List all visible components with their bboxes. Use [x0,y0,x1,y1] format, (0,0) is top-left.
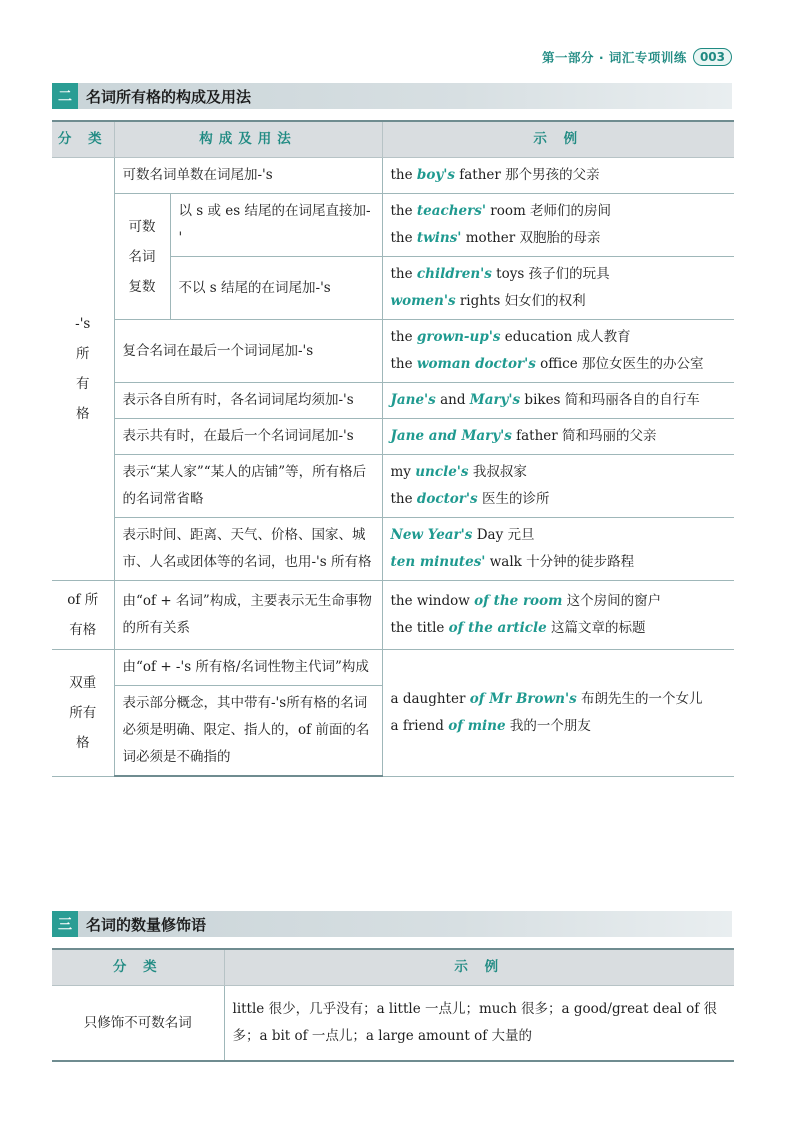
usage-cell: 以 s 或 es 结尾的在词尾直接加-' [170,194,382,257]
table-header-row [52,121,734,158]
usage-cell: 表示部分概念，其中带有-'s所有格的名词必须是明确、限定、指人的，of 前面的名词必须是不确指的 [114,686,382,777]
example-cell: the window of the room 这个房间的窗户 the title of the article 这篇文章的标题 [382,581,734,650]
usage-cell: 不以 s 结尾的在词尾加-'s [170,257,382,320]
section-title: 名词的数量修饰语 [86,915,207,934]
category-double-possessive: 双重 所有 格 [52,650,114,777]
example-cell: New Year's Day 元旦 ten minutes' walk 十分钟的徒步路程 [382,518,734,581]
table-row [52,158,734,194]
table-row [52,581,734,650]
example-cell: Jane's and Mary's bikes 简和玛丽各自的自行车 [382,383,734,419]
column-header-example: 示 例 [382,121,734,158]
column-header-usage: 构成及用法 [114,121,382,158]
table-row [52,194,734,257]
table-header-row [52,949,734,986]
table-row [52,518,734,581]
category-s-possessive: -'s 所 有 格 [52,158,114,581]
section-number-badge: 二 [52,83,78,109]
table-row [52,419,734,455]
table-row [52,383,734,419]
example-cell: little 很少，几乎没有；a little 一点儿；much 很多；a good/great deal of 很多；a bit of 一点儿；a large amount of 大量的 [224,986,734,1062]
example-cell: the children's toys 孩子们的玩具 women's rights 妇女们的权利 [382,257,734,320]
column-header-category: 分 类 [52,949,224,986]
usage-cell: 表示各自所有时，各名词词尾均须加-'s [114,383,382,419]
usage-cell: 表示时间、距离、天气、价格、国家、城市、人名或团体等的名词，也用-'s 所有格 [114,518,382,581]
column-header-example: 示 例 [224,949,734,986]
example-cell: Jane and Mary's father 简和玛丽的父亲 [382,419,734,455]
usage-cell: 由“of + -'s 所有格/名词性物主代词”构成 [114,650,382,686]
example-cell: my uncle's 我叔叔家 the doctor's 医生的诊所 [382,455,734,518]
usage-cell: 复合名词在最后一个词词尾加-'s [114,320,382,383]
usage-cell: 由“of + 名词”构成，主要表示无生命事物的所有关系 [114,581,382,650]
table-row [52,650,734,686]
page-number: 003 [693,48,732,66]
table-row [52,455,734,518]
section-number-badge: 三 [52,911,78,937]
example-cell: a daughter of Mr Brown's 布朗先生的一个女儿 a friend of mine 我的一个朋友 [382,650,734,777]
usage-cell: 表示“某人家”“某人的店铺”等，所有格后的名词常省略 [114,455,382,518]
category-cell: 只修饰不可数名词 [52,986,224,1062]
table-row [52,320,734,383]
section-heading-2 [52,83,732,109]
category-of-possessive: of 所 有格 [52,581,114,650]
example-cell: the boy's father 那个男孩的父亲 [382,158,734,194]
header-title: 第一部分 · 词汇专项训练 [541,50,687,65]
example-cell: the grown-up's education 成人教育 the woman doctor's office 那位女医生的办公室 [382,320,734,383]
table-row [52,986,734,1062]
usage-cell: 表示共有时，在最后一个名词词尾加-'s [114,419,382,455]
section-heading-3 [52,911,732,937]
quantifier-table [52,948,734,1062]
column-header-category: 分 类 [52,121,114,158]
usage-cell: 可数名词单数在词尾加-'s [114,158,382,194]
possessive-table [52,120,734,777]
subcategory-plural: 可数 名词 复数 [114,194,170,320]
page-header [542,48,732,66]
example-cell: the teachers' room 老师们的房间 the twins' mother 双胞胎的母亲 [382,194,734,257]
section-title: 名词所有格的构成及用法 [86,87,252,106]
